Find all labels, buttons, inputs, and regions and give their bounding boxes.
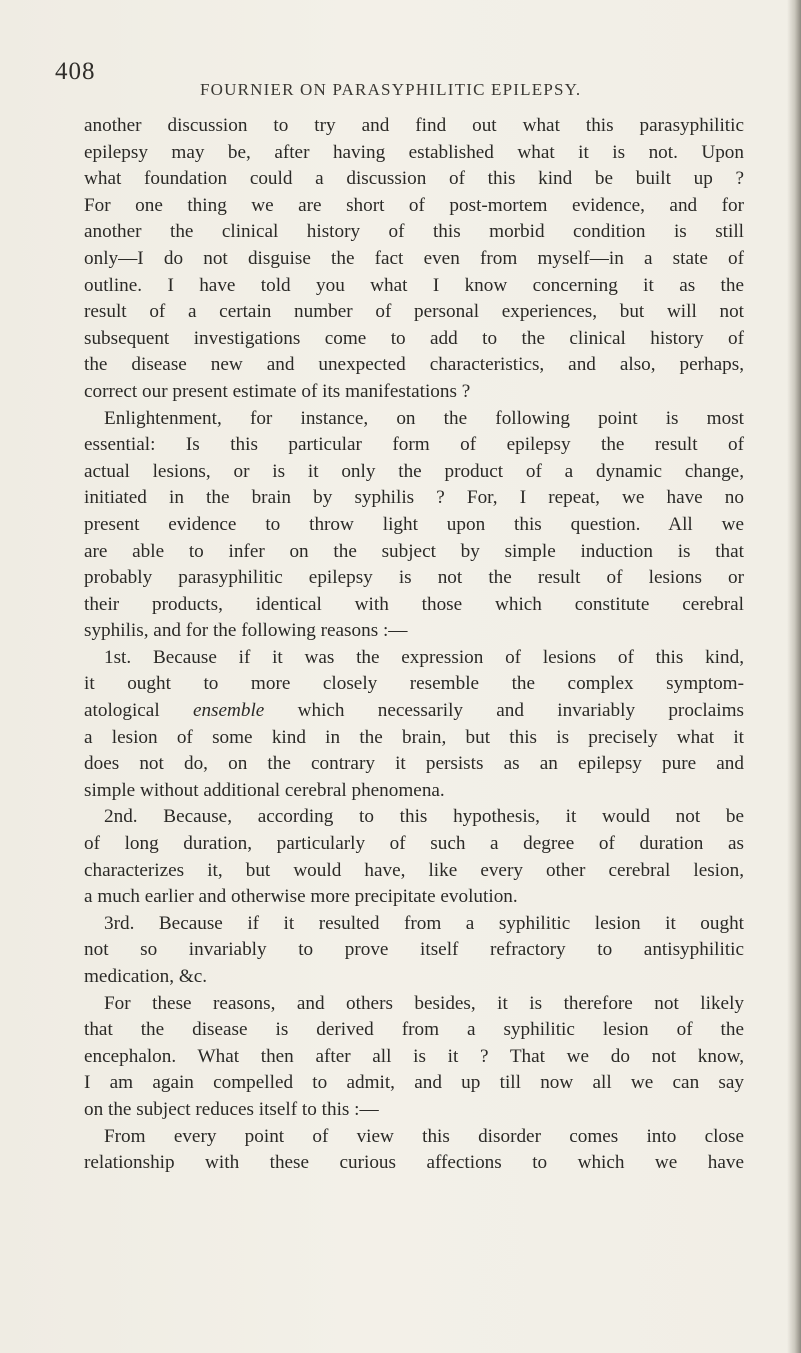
text-line	[84, 246, 744, 273]
line-segment: are able to infer on the subject by simple induction is that	[84, 540, 744, 562]
line-segment: the disease new and unexpected characteristics, and also, perhaps,	[84, 354, 744, 376]
text-line	[84, 884, 744, 911]
body-text	[84, 113, 744, 1177]
line-segment: I am again compelled to admit, and up till now all we can say	[84, 1072, 744, 1094]
line-segment: Enlightenment, for instance, on the following point is most	[104, 407, 744, 429]
text-line	[84, 911, 744, 938]
text-line	[84, 140, 744, 167]
text-line	[84, 485, 744, 512]
line-segment: which necessarily and invariably proclaims	[264, 700, 744, 722]
line-segment: subsequent investigations come to add to the clinical history of	[84, 327, 744, 349]
italic-term: ensemble	[192, 700, 265, 722]
text-line	[84, 1124, 744, 1151]
line-segment: present evidence to throw light upon this question. All we	[84, 513, 744, 535]
page-header	[55, 58, 745, 98]
text-line	[84, 512, 744, 539]
line-segment: only—I do not disguise the fact even from myself—in a state of	[84, 247, 744, 269]
line-segment: a much earlier and otherwise more precipitate evolution.	[84, 886, 518, 908]
text-line	[84, 299, 744, 326]
line-segment: simple without additional cerebral phenomena.	[84, 779, 445, 801]
line-segment: For one thing we are short of post-mortem evidence, and for	[84, 194, 744, 216]
text-line	[84, 379, 744, 406]
text-line	[84, 831, 744, 858]
line-segment: epilepsy may be, after having established what it is not. Upon	[84, 141, 744, 163]
text-line	[84, 645, 744, 672]
text-line	[84, 751, 744, 778]
text-line	[84, 113, 744, 140]
text-line	[84, 1070, 744, 1097]
line-segment: 1st. Because if it was the expression of lesions of this kind,	[104, 646, 744, 668]
line-segment: essential: Is this particular form of epilepsy the result of	[84, 434, 744, 456]
text-line	[84, 432, 744, 459]
page-edge-shadow	[787, 0, 801, 1353]
text-line	[84, 804, 744, 831]
line-segment: For these reasons, and others besides, it is therefore not likely	[104, 992, 744, 1014]
line-segment: their products, identical with those which constitute cerebral	[84, 593, 744, 615]
text-line	[84, 937, 744, 964]
text-line	[84, 219, 744, 246]
text-line	[84, 406, 744, 433]
text-line	[84, 459, 744, 486]
text-line	[84, 991, 744, 1018]
line-segment: another discussion to try and find out what this parasyphilitic	[84, 115, 744, 136]
text-line	[84, 273, 744, 300]
line-segment: another the clinical history of this morbid condition is still	[84, 221, 744, 243]
line-segment: atological	[84, 700, 193, 722]
line-segment: probably parasyphilitic epilepsy is not the result of lesions or	[84, 567, 744, 589]
text-line	[84, 1097, 744, 1124]
line-segment: does not do, on the contrary it persists as an epilepsy pure and	[84, 753, 744, 775]
line-segment: a lesion of some kind in the brain, but this is precisely what it	[84, 726, 744, 748]
line-segment: it ought to more closely resemble the complex symptom-	[84, 673, 744, 695]
text-line	[84, 166, 744, 193]
line-segment: what foundation could a discussion of this kind be built up ?	[84, 168, 744, 190]
line-segment: characterizes it, but would have, like every other cerebral lesion,	[84, 859, 744, 881]
line-segment: not so invariably to prove itself refractory to antisyphilitic	[84, 939, 744, 961]
text-line	[84, 698, 744, 725]
text-line	[84, 964, 744, 991]
text-line	[84, 193, 744, 220]
line-segment: medication, &c.	[84, 966, 208, 987]
line-segment: From every point of view this disorder comes into close	[104, 1125, 744, 1147]
line-segment: actual lesions, or is it only the product of a dynamic change,	[84, 460, 744, 482]
line-segment: on the subject reduces itself to this :—	[84, 1098, 379, 1120]
text-line	[84, 352, 744, 379]
line-segment: of long duration, particularly of such a degree of duration as	[84, 833, 744, 855]
text-line	[84, 539, 744, 566]
text-line	[84, 1017, 744, 1044]
line-segment: initiated in the brain by syphilis ? For, I repeat, we have no	[84, 487, 744, 509]
text-line	[84, 1044, 744, 1071]
text-line	[84, 778, 744, 805]
line-segment: result of a certain number of personal experiences, but will not	[84, 301, 744, 323]
text-line	[84, 565, 744, 592]
text-line	[84, 858, 744, 885]
text-line	[84, 1150, 744, 1177]
text-line	[84, 592, 744, 619]
page-number: 408	[55, 58, 96, 85]
line-segment: that the disease is derived from a syphilitic lesion of the	[84, 1019, 744, 1041]
line-segment: correct our present estimate of its manifestations ?	[84, 380, 471, 402]
line-segment: 2nd. Because, according to this hypothesis, it would not be	[104, 806, 744, 828]
running-head: FOURNIER ON PARASYPHILITIC EPILEPSY.	[200, 80, 582, 99]
line-segment: outline. I have told you what I know concerning it as the	[84, 274, 744, 296]
text-line	[84, 725, 744, 752]
text-line	[84, 671, 744, 698]
line-segment: 3rd. Because if it resulted from a syphilitic lesion it ought	[104, 912, 744, 934]
line-segment: encephalon. What then after all is it ? That we do not know,	[84, 1045, 744, 1067]
text-line	[84, 618, 744, 645]
text-line	[84, 326, 744, 353]
line-segment: syphilis, and for the following reasons :—	[84, 620, 408, 642]
line-segment: relationship with these curious affections to which we have	[84, 1152, 744, 1174]
